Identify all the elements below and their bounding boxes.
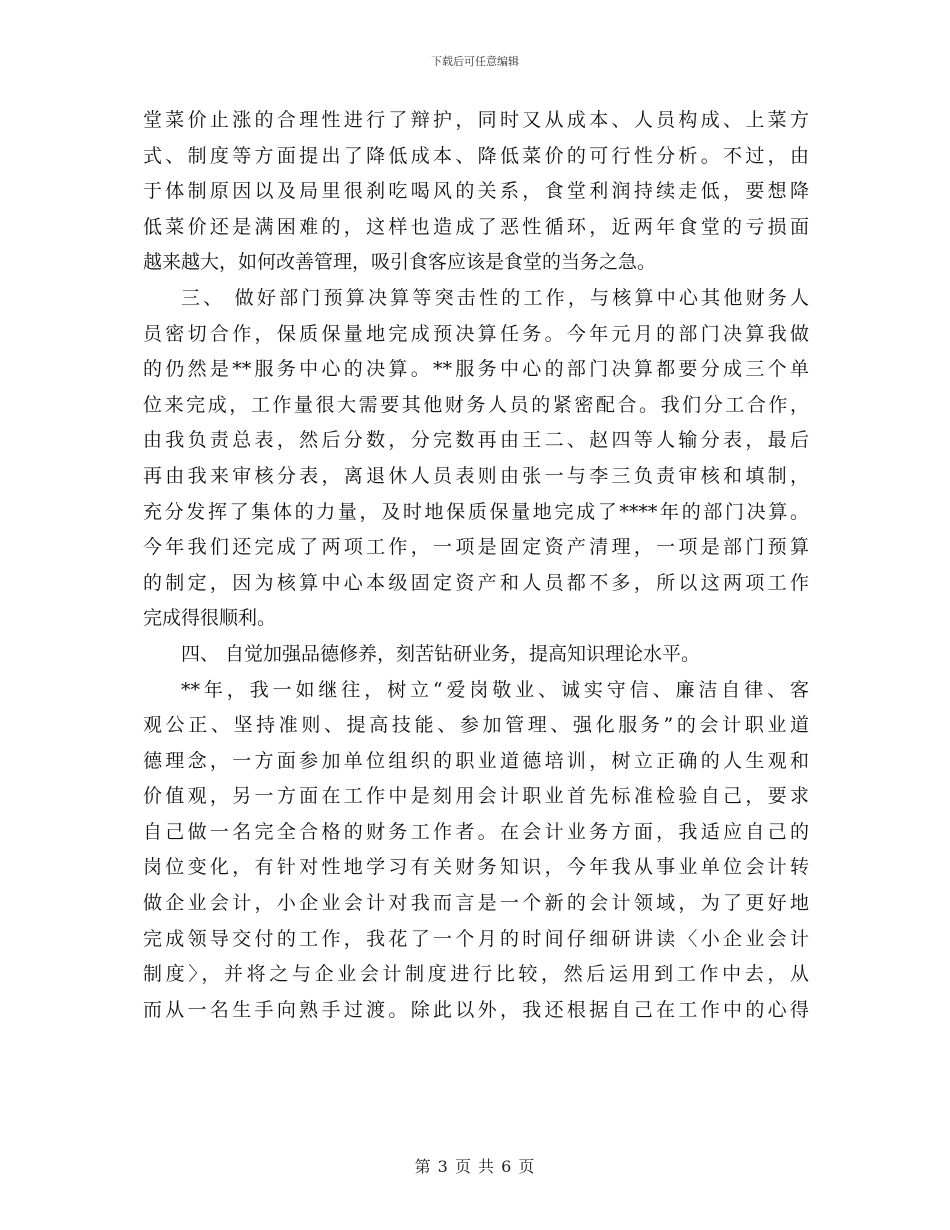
text-line: 价值观，另一方面在工作中是刻用会计职业首先标准检验自己，要求: [143, 785, 809, 808]
text-line: 今年我们还完成了两项工作，一项是固定资产清理，一项是部门预算: [143, 536, 809, 559]
text-line: 自己做一名完全合格的财务工作者。在会计业务方面，我适应自己的: [143, 820, 809, 843]
text-line: 由我负责总表，然后分数，分完数再由王二、赵四等人输分表，最后: [143, 429, 809, 452]
text-line: 充分发挥了集体的力量，及时地保质保量地完成了****年的部门决算。: [143, 500, 809, 523]
text-line: 做企业会计，小企业会计对我而言是一个新的会计领域，为了更好地: [143, 892, 809, 915]
text-line: 式、制度等方面提出了降低成本、降低菜价的可行性分析。不过，由: [143, 144, 809, 167]
text-line: 德理念，一方面参加单位组织的职业道德培训，树立正确的人生观和: [143, 749, 809, 772]
text-line: 低菜价还是满困难的，这样也造成了恶性循环，近两年食堂的亏损面: [143, 215, 809, 238]
text-line: 岗位变化，有针对性地学习有关财务知识，今年我从事业单位会计转: [143, 856, 809, 879]
text-line: 而从一名生手向熟手过渡。除此以外，我还根据自己在工作中的心得: [143, 998, 809, 1021]
section-heading-4: 四、 自觉加强品德修养，刻苦钻研业务，提高知识理论水平。: [181, 642, 701, 665]
text-line: **年，我一如继往，树立“爱岗敬业、诚实守信、廉洁自律、客: [181, 678, 809, 701]
page-footer: 第 3 页 共 6 页: [414, 1157, 536, 1176]
text-line: 再由我来审核分表，离退休人员表则由张一与李三负责审核和填制，: [143, 464, 809, 487]
text-line: 越来越大，如何改善管理，吸引食客应该是食堂的当务之急。: [143, 251, 657, 274]
text-line: 完成得很顺利。: [143, 607, 277, 630]
section-heading-3: 三、 做好部门预算决算等突击性的工作，与核算中心其他财务人: [181, 286, 809, 309]
text-line: 的制定，因为核算中心本级固定资产和人员都不多，所以这两项工作: [143, 571, 809, 594]
text-line: 完成领导交付的工作，我花了一个月的时间仔细研讲读〈小企业会计: [143, 927, 809, 950]
text-line: 制度〉，并将之与企业会计制度进行比较，然后运用到工作中去，从: [143, 963, 809, 986]
text-line: 堂菜价止涨的合理性进行了辩护，同时又从成本、人员构成、上菜方: [143, 109, 809, 131]
text-line: 于体制原因以及局里很刹吃喝风的关系，食堂利润持续走低，要想降: [143, 180, 809, 203]
page-header: 下载后可任意编辑: [431, 55, 519, 68]
text-line: 的仍然是**服务中心的决算。**服务中心的部门决算都要分成三个单: [143, 358, 809, 381]
document-body: [143, 103, 809, 1028]
text-line: 观公正、坚持准则、提高技能、参加管理、强化服务”的会计职业道: [143, 714, 809, 737]
text-line: 员密切合作，保质保量地完成预决算任务。今年元月的部门决算我做: [143, 322, 809, 345]
text-line: 位来完成，工作量很大需要其他财务人员的紧密配合。我们分工合作，: [143, 393, 809, 416]
